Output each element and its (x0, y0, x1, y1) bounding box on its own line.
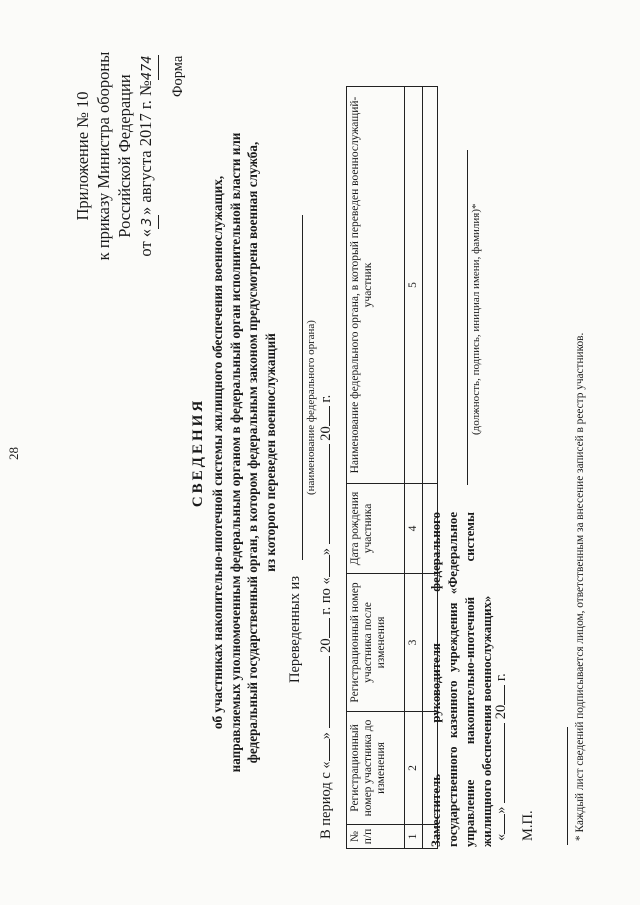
appendix-line-3: Российской Федерации (115, 74, 134, 238)
header-reg-after: Регистрационный номер участника после изменения (347, 574, 405, 712)
page-number: 28 (6, 447, 21, 460)
agency-name-caption: (наименование федерального органа) (305, 320, 317, 495)
subtitle-line: из которого переведен военнослужащий (262, 333, 278, 572)
column-number: 3 (405, 574, 423, 712)
table-column-number-row (405, 87, 423, 849)
period-line: В период с «» 20 г. по «» 20 г. (318, 394, 334, 839)
signature-caption: (должность, подпись, инициал имени, фамилия)* (470, 203, 482, 435)
appendix-header (72, 42, 159, 270)
participants-table (346, 86, 438, 849)
column-number: 4 (405, 484, 423, 574)
document-title: СВЕДЕНИЯ (190, 397, 206, 508)
transferred-from-label: Переведенных из (287, 575, 303, 683)
footnote-separator (567, 727, 568, 845)
signer-position: Заместитель руководителя федерального государственного казенного учреждения «Федеральное управление накопительно-ипотечной системы жилищного обеспечения военнослужащих» (429, 512, 494, 847)
order-number-handwritten: 474 (137, 55, 159, 80)
subtitle-line: федеральный государственный орган, в котором федеральным законом предусмотрена военная служба, (245, 141, 261, 764)
subtitle-line: направляемых уполномоченным федеральным органом в федеральный орган исполнительной власти или (227, 132, 243, 773)
column-number: 5 (405, 87, 423, 484)
document-subtitle (209, 0, 279, 905)
agency-name-line (302, 215, 303, 560)
table-header-row (347, 87, 405, 849)
order-day-handwritten: 3 (137, 215, 159, 229)
header-reg-before: Регистрационный номер участника до изменения (347, 712, 405, 825)
signing-date-line: «» 20 г. (493, 673, 509, 841)
column-number: 2 (405, 712, 423, 825)
appendix-line-4: от «3» августа 2017 г. №474 (135, 42, 159, 270)
appendix-line-1: Приложение № 10 (73, 91, 92, 221)
header-agency-name: Наименование федерального органа, в который переведен военнослужащий-участник (347, 87, 405, 484)
appendix-line-2: к приказу Министра обороны (94, 51, 113, 261)
subtitle-line: об участниках накопительно-ипотечной системы жилищного обеспечения военнослужащих, (210, 175, 225, 730)
footnote: * Каждый лист сведений подписывается лицом, ответственным за внесение записей в реестр участников. (574, 332, 586, 841)
header-number: № п/п (347, 825, 405, 849)
form-label: Форма (170, 55, 186, 97)
stamp-placeholder: М.П. (520, 810, 536, 841)
signature-line (467, 150, 468, 485)
header-birth-date: Дата рождения участника (347, 484, 405, 574)
column-number: 1 (405, 825, 423, 849)
